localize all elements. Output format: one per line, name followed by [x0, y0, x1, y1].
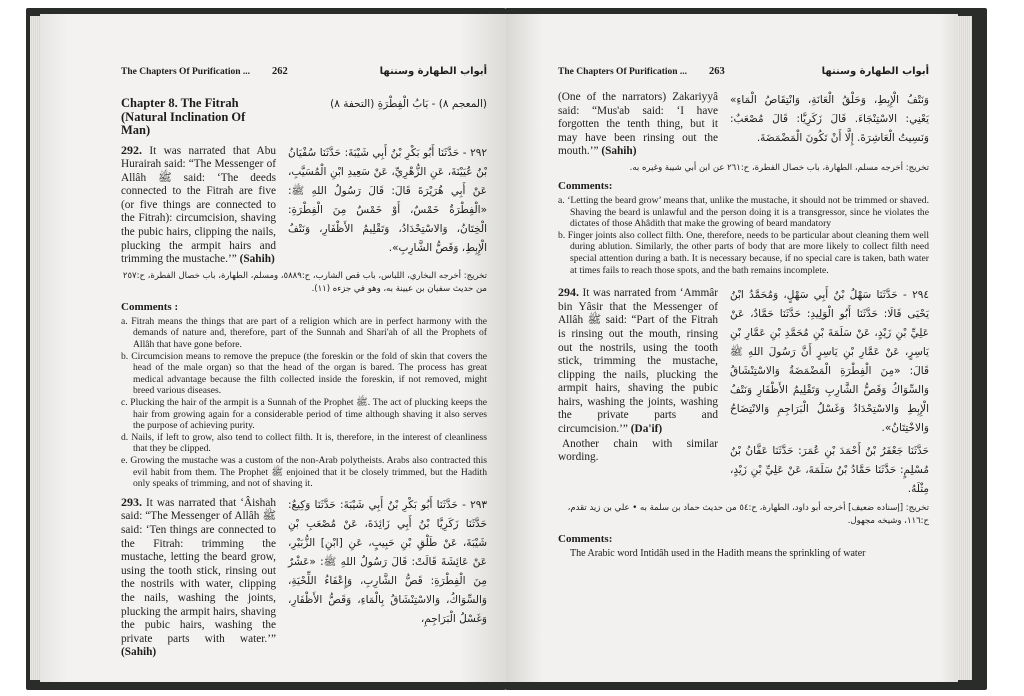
hadith-293-ar: ٢٩٣ - حَدَّثَنَا أَبُو بَكْرِ بْنُ أَبِي شَيْبَةَ: حَدَّثَنَا وَكِيعٌ: حَدَّثَنَا زَكَرِيَّا بْنُ أَبِي زَائِدَةَ، عَنْ مُصْعَبِ بْنِ شَيْبَةَ، عَنْ طَلْقِ بْنِ حَبِيبٍ، عَنِ [ابْنِ] الزُّبَيْرِ، عَنْ عَائِشَةَ قَالَتْ: قَالَ رَسُولُ اللهِ ﷺ: «عَشْرٌ مِنَ الْفِطْرَةِ: قَصُّ الشَّارِبِ، وَإِعْفَاءُ اللِّحْيَةِ، وَالسِّوَاكُ، وَالاسْتِنْشَاقُ بِالْمَاءِ، وَقَصُّ الأَظْفَارِ، وَغَسْلُ الْبَرَاجِمِ، — [288, 498, 487, 625]
hadith-number: 294. — [558, 285, 579, 300]
comments-right-2 — [558, 533, 929, 560]
left-page-content — [121, 66, 487, 660]
running-header — [558, 66, 929, 77]
right-page-content — [558, 66, 929, 560]
comment-text: Nails, if left to grow, also tend to collect filth. It is, therefore, in the interest of cleanliness that they be clipped. — [131, 431, 487, 455]
hadith-text: It was narrated that Abu Hurairah said: “The Messenger of Allâh ﷺ said: ‘The deeds connected to the Fitrah are five (or five things are connected to the Fitrah): circumcision, shaving the pubic hairs, clipping the nails, plucking the armpit hairs and trimming the mustache.’” — [121, 144, 276, 266]
comment-item — [121, 351, 487, 397]
comment-item — [121, 397, 487, 432]
hadith-grade: (Da'if) — [630, 423, 663, 436]
comment-marker: a. — [121, 315, 128, 327]
running-header-ar: أبواب الطهارة وسننها — [821, 66, 929, 77]
comments-right — [558, 180, 929, 276]
hadith-text: It was narrated from ‘Ammâr bin Yâsir that the Messenger of Allâh ﷺ said: “Part of the Fitrah is rinsing out the mouth, rinsing out the nostrils, using the tooth stick, trimming the mustache, clipping the nails, plucking the armpit hairs, shaving the pubic hairs, washing the joints, washing the private parts and circumcision.’” — [558, 287, 719, 436]
chapter-title — [121, 97, 276, 138]
comment-text: ‘Letting the beard grow’ means that, unlike the mustache, it should not be trimmed or shaved. Shaving the beard is unlawful and the person doing it is a transgressor, since he violates the dictates of those Ahâdith that make the growing of beard mandatory — [567, 194, 929, 230]
comment-text: Plucking the hair of the armpit is a Sunnah of the Prophet ﷺ. The act of plucking keeps the hair from growing again for a considerable period of time although shaving it also serves the purpose of achieving purity. — [130, 397, 488, 432]
hadith-294-ar-group — [730, 286, 929, 499]
hadith-292-en — [121, 144, 276, 267]
comment-text: The Arabic word Intidâh used in the Hadith means the sprinkling of water — [570, 548, 866, 560]
hadith-292-ar: ٢٩٢ - حَدَّثَنَا أَبُو بَكْرِ بْنُ أَبِي شَيْبَةَ: حَدَّثَنَا سُفْيَانُ بْنُ عُيَيْنَةَ، عَنِ الزُّهْرِيِّ، عَنْ سَعِيدِ ابْنِ الْمُسَيَّبِ، عَنْ أَبِي هُرَيْرَةَ قَالَ: قَالَ رَسُولُ اللهِ ﷺ: «الْفِطْرَةُ خَمْسٌ، أَوْ خَمْسٌ مِنَ الْفِطْرَةِ: الْخِتَانُ، وَالاسْتِحْدَادُ، وَتَقْلِيمُ الأَظْفَارِ، وَنَتْفُ الْإِبِطِ، وَقَصُّ الشَّارِبِ». — [288, 146, 487, 254]
comment-marker: b. — [121, 350, 129, 362]
hadith-294-takhrij: تخريج: [إسناده ضعيف] أخرجه أبو داود، الطهارة، ح:٥٤ من حديث حماد بن سلمة به • علي بن زيد تقدم، ح:١١٦، وشيخه مجهول. — [567, 503, 929, 527]
hadith-293-takhrij: تخريج: أخرجه مسلم، الطهارة، باب خصال الفطرة، ح:٢٦١ عن ابن أبي شيبة وغيره به. — [629, 162, 929, 173]
hadith-294-en — [558, 286, 718, 465]
comment-item — [121, 432, 487, 455]
page-number: 262 — [272, 66, 288, 77]
comments-heading: Comments: — [558, 533, 613, 546]
page-number: 263 — [709, 66, 725, 77]
hadith-text: (One of the narrators) Zakariyyâ said: “Mus'ab said: ‘I have forgotten the tenth thing, but it may have been rinsing out the mouth.’” — [558, 91, 718, 158]
hadith-294-row — [558, 286, 929, 499]
comment-marker: b. — [558, 229, 566, 241]
chapter-heading-row — [121, 97, 487, 138]
running-header — [121, 66, 487, 77]
hadith-294-ar: ٢٩٤ - حَدَّثَنَا سَهْلُ بْنُ أَبِي سَهْلٍ، وَمُحَمَّدُ ابْنُ يَحْيَى قَالَا: حَدَّثَنَا أَبُو الْوَلِيدِ: حَدَّثَنَا حَمَّادٌ، عَنْ عَلِيِّ بْنِ زَيْدٍ، عَنْ سَلَمَةَ بْنِ مُحَمَّدِ بْنِ عَمَّارِ بْنِ يَاسِرٍ، عَنْ عَمَّارِ بْنِ يَاسِرٍ أَنَّ رَسُولَ اللهِ ﷺ قَالَ: «مِنَ الْفِطْرَةِ الْمَضْمَضَةُ وَالاسْتِنْشَاقُ وَالسِّوَاكُ وَقَصُّ الشَّارِبِ وَتَقْلِيمُ الأَظْفَارِ وَنَتْفُ الْإِبِطِ وَالاسْتِحْدَادُ وَغَسْلُ الْبَرَاجِمِ وَالانْتِضَاحُ وَالاخْتِتَانُ». — [730, 289, 929, 435]
page-edges-right — [958, 16, 972, 680]
hadith-number: 293. — [121, 494, 142, 509]
comments-heading: Comments : — [121, 300, 179, 313]
hadith-number: 292. — [121, 142, 142, 157]
hadith-grade: (Sahih) — [601, 145, 637, 158]
comment-item — [558, 195, 929, 230]
comments-left — [121, 301, 487, 490]
comment-marker: d. — [121, 431, 129, 443]
hadith-293-continuation-row — [558, 91, 929, 159]
comment-text: Growing the mustache was a custom of the non-Arab polytheists. Arabs also contracted this evil habit from them. The Prophet ﷺ enjoined that it be closely trimmed, but the Hadith only speaks of trimming, and not of shaving it. — [130, 454, 487, 490]
comment-item — [558, 230, 929, 276]
hadith-293-row — [121, 496, 487, 660]
comment-marker: a. — [558, 194, 565, 206]
running-header-ar: أبواب الطهارة وسننها — [379, 66, 487, 77]
hadith-grade: (Sahih) — [121, 646, 157, 659]
chapter-title-ar: (المعجم ٨) - بَابُ الْفِطْرَةِ (التحفة ٨) — [330, 98, 487, 110]
running-header-en: The Chapters Of Purification ... — [121, 67, 251, 77]
another-chain-note: Another chain with similar wording. — [558, 437, 718, 464]
comment-item — [121, 455, 487, 490]
comment-item — [121, 316, 487, 351]
hadith-293-en — [121, 496, 276, 660]
comment-text: Finger joints also collect filth. One, therefore, needs to be particular about cleaning them well during ablution. Similarly, the other parts of body that are more likely to collect filth need special attention during a bath. It is necessary because, if no special care is taken, bath water at times fails to reach those spots, and the bath remains incomplete. — [567, 229, 929, 276]
comments-heading: Comments: — [558, 179, 613, 192]
chapter-title-line1: Chapter 8. The Fitrah — [121, 96, 239, 110]
hadith-294-chain-ar: حَدَّثَنَا جَعْفَرُ بْنُ أَحْمَدَ بْنِ عُمَرَ: حَدَّثَنَا عَفَّانُ بْنُ مُسْلِمٍ: حَدَّثَنَا حَمَّادُ بْنُ سَلَمَةَ، عَنْ عَلِيِّ بْنِ زَيْدٍ، مِثْلَهُ. — [730, 445, 929, 496]
comment-marker: e. — [121, 454, 128, 466]
chapter-title-line2: (Natural Inclination Of Man) — [121, 109, 246, 137]
hadith-292-row — [121, 144, 487, 267]
comment-text: Circumcision means to remove the prepuce (the foreskin or the fold of skin that covers the head of the male organ) so that the head of the organ is bared. The process has great medical advantage because the filth collected inside the foreskin, if not removed, might breed various diseases. — [131, 350, 487, 397]
hadith-text: It was narrated that ‘Âishah said: “The Messenger of Allâh ﷺ said: ‘Ten things are connected to the Fitrah: trimming the mustache, letting the beard grow, using the tooth stick, rinsing out the nostrils with water, clipping the nails, washing the joints, plucking the armpit hairs, shaving the pubic hairs, washing the private parts with water.’” — [121, 496, 276, 645]
comment-marker: c. — [121, 397, 128, 408]
running-header-en: The Chapters Of Purification ... — [558, 67, 688, 77]
hadith-293-continuation-en — [558, 91, 718, 159]
hadith-292-takhrij: تخريج: أخرجه البخاري، اللباس، باب قص الشارب، ح:٥٨٨٩، ومسلم، الطهارة، باب خصال الفطرة، ح:٢٥٧ من حديث سفيان بن عيينة به، وهو في جزءه (١١). — [122, 270, 487, 294]
hadith-293-continuation-ar: وَنَتْفُ الْإِبِطِ، وَحَلْقُ الْعَانَةِ، وَانْتِقَاصُ الْمَاءِ» يَعْنِي: الاسْتِنْجَاءَ. قَالَ زَكَرِيَّا: قَالَ مُصْعَبٌ: وَنَسِيتُ الْعَاشِرَةَ. إِلَّا أَنْ تَكُونَ الْمَضْمَضَةَ. — [730, 94, 929, 144]
comment-text: Fitrah means the things that are part of a religion which are in perfect harmony with the demands of nature and, therefore, part of the Sunnah and Shari'ah of all the Prophets of Allâh that have gone before. — [131, 315, 487, 351]
page-edges-left — [30, 16, 40, 680]
hadith-grade: (Sahih) — [239, 253, 275, 266]
